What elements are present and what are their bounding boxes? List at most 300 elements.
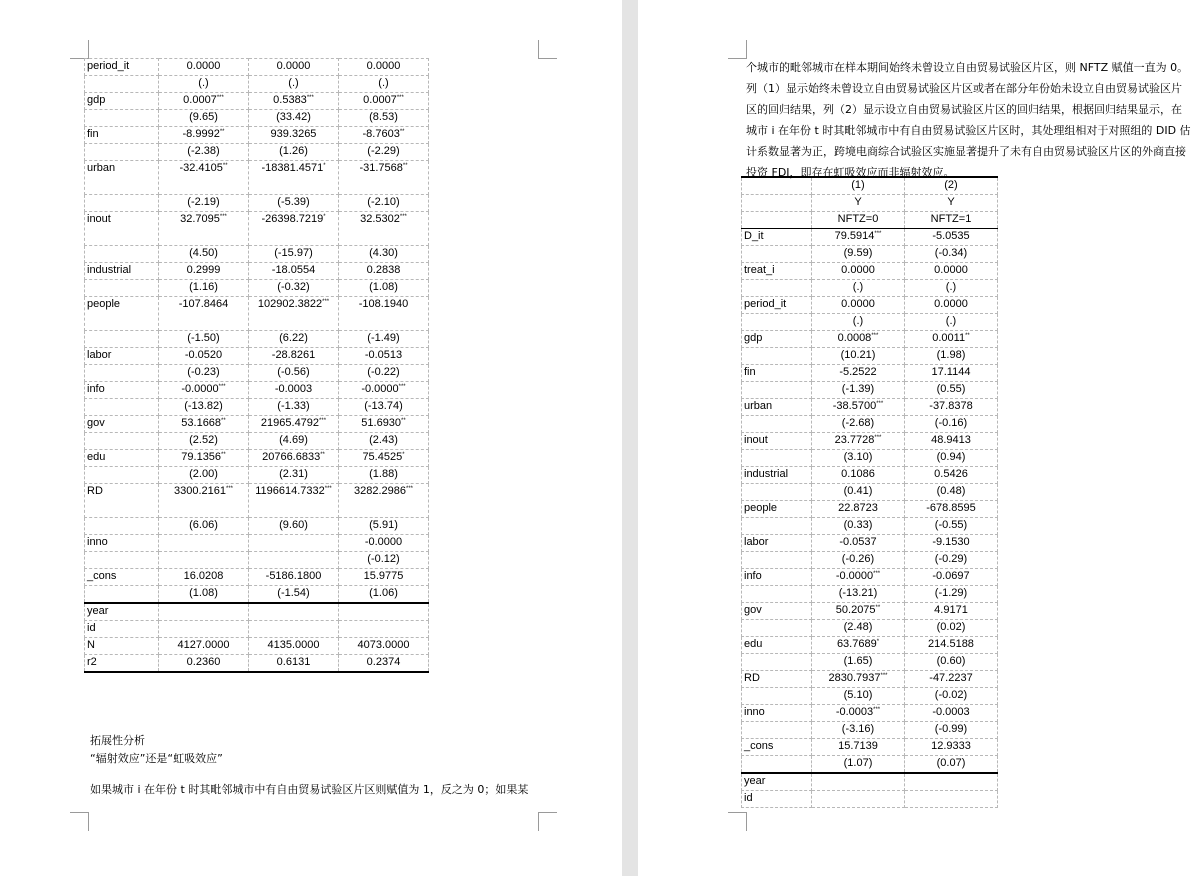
coef-value: (5.91) [369,519,398,531]
table-cell [159,280,249,297]
significance-stars: ** [320,452,325,458]
table-cell [812,688,905,705]
table-cell [812,365,905,382]
table-row-labor [742,535,998,552]
coef-value: 15.7139 [838,740,878,752]
table-cell [812,331,905,348]
table-row-year [742,773,998,791]
variable-name: info [742,569,812,586]
table-cell [905,620,998,637]
table-cell [812,518,905,535]
table-cell [159,212,249,246]
significance-stars: *** [871,333,879,339]
table-cell [159,416,249,433]
coef-value: (2.31) [279,468,308,480]
table-cell [812,535,905,552]
significance-stars: *** [218,384,226,390]
table-cell [159,365,249,382]
coef-value: (4.69) [279,434,308,446]
significance-stars: *** [880,673,888,679]
variable-name: period_it [742,297,812,314]
paragraph-line: 城市 i 在年份 t 时其毗邻城市中有自由贸易试验区片区时，其处理组相对于对照组的 DID 估 [746,124,1191,137]
table-row-tstat [85,552,429,569]
variable-name [85,552,159,569]
table-cell [905,280,998,297]
variable-name: N [85,638,159,655]
table-cell [812,246,905,263]
table-row-cons [742,739,998,756]
table-cell [249,535,339,552]
page-gap [622,0,638,876]
coef-value: (-1.54) [277,587,310,599]
coef-value: (1.08) [369,281,398,293]
significance-stars: * [876,639,880,645]
table-row-tstat [85,195,429,212]
table-cell [812,620,905,637]
coef-value: 20766.6833 [262,451,321,463]
variable-name: treat_i [742,263,812,280]
table-row-tstat [85,518,429,535]
coef-value: 53.1668 [181,417,222,429]
crop-mark-top-left [70,40,89,59]
coef-value: 15.9775 [363,570,404,582]
table-cell [249,110,339,127]
table-row-people [85,297,429,331]
variable-name [742,620,812,637]
table-row-tstat [742,722,998,739]
table-row-gdp [742,331,998,348]
coef-value: (-0.56) [277,366,310,378]
table-row-urban [742,399,998,416]
variable-name: edu [85,450,159,467]
table-cell [339,297,429,331]
variable-name [742,586,812,603]
table-cell [905,484,998,501]
significance-stars: * [323,214,326,220]
regression-table-left [84,58,429,673]
table-cell [249,416,339,433]
table-cell [905,501,998,518]
table-cell [159,382,249,399]
variable-name [85,433,159,450]
coef-value: -9.1530 [932,536,970,548]
table-row-tstat [85,433,429,450]
variable-name [85,246,159,263]
significance-stars: ** [221,452,226,458]
coef-value: (-0.26) [841,553,875,565]
table-cell [249,399,339,416]
coef-value: 4135.0000 [267,639,320,651]
significance-stars: ** [402,163,408,169]
table-row-fin [742,365,998,382]
variable-name [742,314,812,331]
table-cell [249,638,339,655]
table-row-tstat [85,586,429,604]
coef-value: 21965.4792 [260,417,320,429]
coef-value: (-15.97) [274,247,313,259]
table-row-labor [85,348,429,365]
variable-name [85,467,159,484]
table-cell [249,127,339,144]
table-cell [339,59,429,76]
significance-stars: *** [876,401,884,407]
table-row-tstat [85,331,429,348]
variable-name [85,144,159,161]
table-cell [159,638,249,655]
coef-value: 0.2374 [366,656,401,668]
significance-stars: *** [398,384,406,390]
table-cell [905,586,998,603]
coef-value: (-0.55) [934,519,968,531]
table-cell [812,314,905,331]
table-cell [249,621,339,638]
coef-value: (2.48) [843,621,873,633]
significance-stars: *** [399,214,407,220]
table-cell [339,569,429,586]
table-row-tstat [742,620,998,637]
table-cell [159,621,249,638]
coef-value: 75.4525 [362,451,403,463]
variable-name: people [742,501,812,518]
table-row-gov [85,416,429,433]
significance-stars: *** [306,95,314,101]
table-cell [905,399,998,416]
header-cell: (2) [905,177,998,195]
table-cell [249,161,339,195]
table-cell [159,552,249,569]
variable-name: gov [85,416,159,433]
coef-value: 0.1086 [841,468,875,480]
table-cell [249,586,339,604]
table-cell [339,331,429,348]
variable-name: gdp [742,331,812,348]
variable-name: industrial [742,467,812,484]
table-cell [339,621,429,638]
section-subheading: “辐射效应”还是“虹吸效应” [90,752,223,765]
table-row-tstat [742,688,998,705]
coef-value: 0.2999 [186,264,221,276]
variable-name [85,195,159,212]
coef-value: 32.5302 [360,213,400,225]
coef-value: (2.43) [369,434,398,446]
table-cell [339,586,429,604]
table-row-info [85,382,429,399]
table-cell [905,450,998,467]
table-cell [339,161,429,195]
coef-value: -5.2522 [839,366,877,378]
paragraph-line: 区的回归结果，列（2）显示设立自由贸易试验区片区的回归结果，根据回归结果显示，在 [746,103,1182,116]
table-cell [905,263,998,280]
table-cell [905,348,998,365]
coef-value: 12.9333 [931,740,971,752]
coef-value: 23.7728 [834,434,875,446]
coef-value: (.) [852,281,864,293]
coef-value: 0.6131 [276,656,311,668]
coef-value: (.) [288,77,299,89]
table-cell [905,791,998,808]
coef-value: (0.41) [843,485,873,497]
coef-value: (1.65) [843,655,873,667]
coef-value: 32.7095 [180,213,220,225]
table-cell [159,518,249,535]
variable-name: people [85,297,159,331]
table-cell [249,467,339,484]
coef-value: -0.0003 [932,706,970,718]
table-cell [905,535,998,552]
table-cell [339,263,429,280]
table-cell [339,535,429,552]
table-row-inno [85,535,429,552]
table-cell [905,671,998,688]
table-cell [339,382,429,399]
crop-mark-bottom-left [70,812,89,831]
table-row-fin [85,127,429,144]
crop-mark-bottom-right [538,812,557,831]
table-cell [339,280,429,297]
table-row-inout [742,433,998,450]
coef-value: -18381.4571* [261,162,326,174]
table-row-tstat [742,314,998,331]
document-page-right [638,0,1198,876]
table-cell [812,637,905,654]
header-cell: NFTZ=0 [812,212,905,229]
variable-name: labor [742,535,812,552]
coef-value: 4.9171 [934,604,968,616]
table-cell [249,603,339,621]
significance-stars: *** [874,435,882,441]
variable-name [742,654,812,671]
table-cell [339,212,429,246]
coef-value: -26398.7219* [261,213,326,225]
table-cell [339,195,429,212]
table-row-id [85,621,429,638]
significance-stars: *** [322,299,330,305]
variable-name: period_it [85,59,159,76]
coef-value: (.) [852,315,864,327]
coef-value: 0.0000 [276,60,311,72]
table-cell [249,365,339,382]
coef-value: (1.06) [369,587,398,599]
coef-value: 0.0000 [841,264,875,276]
table-row-n [85,638,429,655]
table-row-tstat [742,382,998,399]
coef-value: (33.42) [276,111,311,123]
coef-value: (-13.74) [364,400,403,412]
table-cell [812,654,905,671]
table-row-tstat [85,365,429,382]
coef-value: 0.0000 [934,298,968,310]
table-row-tstat [742,246,998,263]
significance-stars: ** [875,605,881,611]
coef-value: (6.06) [189,519,218,531]
coef-value: (.) [378,77,389,89]
coef-value: (1.16) [189,281,218,293]
table-cell [339,603,429,621]
variable-name [85,76,159,93]
table-cell [249,569,339,586]
coef-value: (-2.19) [187,196,220,208]
table-cell [812,229,905,246]
coef-value: -0.0000 [835,570,874,582]
coef-value: (0.02) [936,621,966,633]
table-cell [159,127,249,144]
variable-name: fin [742,365,812,382]
coef-value: -31.7568 [359,162,403,174]
table-cell [159,535,249,552]
table-row-urban [85,161,429,195]
table-cell [339,399,429,416]
coef-value: 0.0007 [183,94,217,106]
table-cell [905,331,998,348]
regression-table-right [741,176,998,808]
table-cell [905,722,998,739]
table-cell [339,638,429,655]
variable-name: urban [85,161,159,195]
section-heading: 拓展性分析 [90,734,145,747]
coef-value: 3282.2986 [353,485,406,497]
table-cell [339,127,429,144]
table-row-info [742,569,998,586]
table-cell [249,433,339,450]
variable-name: industrial [85,263,159,280]
variable-name: inno [742,705,812,722]
table-cell [159,586,249,604]
table-row-tstat [742,552,998,569]
significance-stars: ** [221,418,226,424]
table-cell [159,144,249,161]
table-cell [339,655,429,673]
table-row-tstat [742,450,998,467]
table-cell [339,144,429,161]
coef-value: 4127.0000 [177,639,230,651]
coef-value: -32.4105 [179,162,223,174]
table-cell [249,348,339,365]
table-cell [249,246,339,263]
variable-name [85,518,159,535]
variable-name [742,382,812,399]
coef-value: 1196614.7332*** [255,485,332,497]
variable-name: id [742,791,812,808]
coef-value: 0.2838 [366,264,401,276]
table-row-tstat [742,654,998,671]
variable-name: _cons [742,739,812,756]
coef-value: -38.5700 [832,400,877,412]
significance-stars: *** [225,486,233,492]
table-cell [812,756,905,774]
coef-value: (4.30) [369,247,398,259]
table-row-r2 [85,655,429,673]
coef-value: (0.55) [936,383,966,395]
table-row-id [742,791,998,808]
coef-value: 0.0011 [932,332,966,344]
table-cell [812,450,905,467]
table-cell [905,416,998,433]
table-cell [249,195,339,212]
variable-name [742,280,812,297]
coef-value: (-2.29) [367,145,400,157]
coef-value: 17.1144 [931,366,971,378]
table-cell [812,263,905,280]
table-cell [159,655,249,673]
table-cell [249,280,339,297]
coef-value: (0.48) [936,485,966,497]
coef-value: -0.0513 [364,349,403,361]
table-cell [249,484,339,518]
coef-value: 0.5426 [934,468,968,480]
table-cell [249,552,339,569]
variable-name [742,552,812,569]
coef-value: 0.2360 [186,656,221,668]
coef-value: 4073.0000 [357,639,410,651]
coef-value: -8.9992 [182,128,220,140]
coef-value: -0.0537 [839,536,877,548]
coef-value: (0.07) [936,757,966,769]
variable-name: fin [85,127,159,144]
significance-stars: ** [401,418,406,424]
significance-stars: *** [324,486,332,492]
variable-name: labor [85,348,159,365]
coef-value: (9.59) [843,247,873,259]
table-row-industrial [85,263,429,280]
table-cell [812,280,905,297]
coef-value: (-0.34) [934,247,968,259]
significance-stars: *** [319,418,327,424]
table-cell [339,246,429,263]
coef-value: (-0.29) [934,553,968,565]
variable-name: urban [742,399,812,416]
table-cell [339,450,429,467]
table-cell [812,382,905,399]
significance-stars: ** [965,333,970,339]
coef-value: (1.88) [369,468,398,480]
coef-value: -28.8261 [271,349,316,361]
table-cell [249,59,339,76]
variable-name [742,348,812,365]
table-header-row [742,177,998,195]
paragraph-line: 计系数显著为正，跨境电商综合试验区实施显著提升了未有自由贸易试验区片区的外商直接 [746,145,1186,158]
table-row-tstat [742,416,998,433]
table-cell [339,348,429,365]
header-cell [742,212,812,229]
table-cell [339,416,429,433]
coef-value: -107.8464 [178,298,229,310]
coef-value: 0.0000 [366,60,401,72]
table-cell [812,705,905,722]
coef-value: 2830.7937 [828,672,881,684]
table-cell [905,739,998,756]
table-cell [812,552,905,569]
table-cell [249,297,339,331]
coef-value: (-0.02) [934,689,968,701]
table-row-tstat [85,399,429,416]
table-cell [339,518,429,535]
table-cell [812,671,905,688]
table-cell [249,93,339,110]
coef-value: (-1.39) [841,383,875,395]
coef-value: 79.1356 [181,451,222,463]
table-cell [812,484,905,501]
coef-value: (-2.38) [187,145,220,157]
table-cell [905,382,998,399]
coef-value: (-0.23) [187,366,220,378]
significance-stars: ** [399,129,405,135]
table-cell [812,603,905,620]
table-cell [249,144,339,161]
variable-name: gov [742,603,812,620]
coef-value: (-2.68) [841,417,875,429]
crop-mark-top-right [538,40,557,59]
table-cell [159,161,249,195]
